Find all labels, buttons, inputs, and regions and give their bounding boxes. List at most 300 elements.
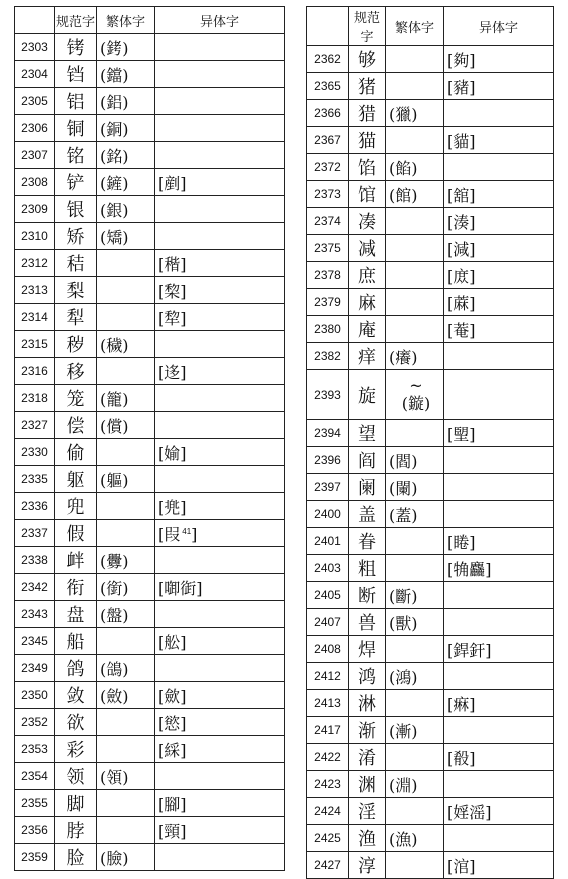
header-traditional: 繁体字 <box>386 7 444 46</box>
standard-character: 痒 <box>349 343 386 370</box>
standard-character: 敛 <box>55 682 97 709</box>
character-code: 2372 <box>307 154 349 181</box>
table-row <box>15 493 285 520</box>
variant-character <box>155 88 285 115</box>
standard-character: 脚 <box>55 790 97 817</box>
table-row <box>307 717 554 744</box>
traditional-character: (鐺) <box>97 61 155 88</box>
standard-character: 够 <box>349 46 386 73</box>
variant-character: [綵] <box>155 736 285 763</box>
traditional-character <box>386 208 444 235</box>
traditional-character: (漁) <box>386 825 444 852</box>
table-row <box>15 34 285 61</box>
variant-character <box>444 370 554 420</box>
traditional-character: (獵) <box>386 100 444 127</box>
traditional-character: (淵) <box>386 771 444 798</box>
character-code: 2353 <box>15 736 55 763</box>
character-code: 2380 <box>307 316 349 343</box>
standard-character: 秽 <box>55 331 97 358</box>
table-row <box>15 466 285 493</box>
character-code: 2425 <box>307 825 349 852</box>
traditional-character: (蓋) <box>386 501 444 528</box>
standard-character: 眷 <box>349 528 386 555</box>
traditional-character <box>97 439 155 466</box>
variant-character: [殽] <box>444 744 554 771</box>
variant-character <box>155 196 285 223</box>
variant-character: [犂] <box>155 304 285 331</box>
character-code: 2305 <box>15 88 55 115</box>
header-row <box>15 7 285 34</box>
variant-character <box>155 412 285 439</box>
table-row <box>307 690 554 717</box>
header-variant: 异体字 <box>155 7 285 34</box>
standard-character: 凑 <box>349 208 386 235</box>
variant-character: [歛] <box>155 682 285 709</box>
traditional-character-alt: (鏇) <box>401 393 431 413</box>
character-code: 2408 <box>307 636 349 663</box>
standard-character: 兽 <box>349 609 386 636</box>
traditional-character <box>97 709 155 736</box>
standard-character: 偷 <box>55 439 97 466</box>
standard-character: 庶 <box>349 262 386 289</box>
standard-character: 猫 <box>349 127 386 154</box>
header-standard: 规范字 <box>55 7 97 34</box>
variant-character: [迻] <box>155 358 285 385</box>
table-row <box>307 316 554 343</box>
traditional-character <box>386 370 444 420</box>
character-code: 2367 <box>307 127 349 154</box>
character-code: 2422 <box>307 744 349 771</box>
table-row <box>307 852 554 879</box>
table-row <box>15 844 285 871</box>
variant-character: [腳] <box>155 790 285 817</box>
standard-character: 梨 <box>55 277 97 304</box>
standard-character: 焊 <box>349 636 386 663</box>
variant-character <box>444 825 554 852</box>
variant-character <box>155 466 285 493</box>
variant-character: [貓] <box>444 127 554 154</box>
standard-character: 铜 <box>55 115 97 142</box>
table-row <box>307 663 554 690</box>
standard-character: 欲 <box>55 709 97 736</box>
table-row <box>307 501 554 528</box>
table-row <box>15 196 285 223</box>
character-code: 2373 <box>307 181 349 208</box>
variant-character: [睠] <box>444 528 554 555</box>
variant-character <box>155 223 285 250</box>
character-code: 2365 <box>307 73 349 100</box>
table-row <box>307 474 554 501</box>
character-code: 2374 <box>307 208 349 235</box>
traditional-character: (盤) <box>97 601 155 628</box>
traditional-character <box>386 420 444 447</box>
traditional-character <box>97 520 155 547</box>
traditional-character: (穢) <box>97 331 155 358</box>
character-code: 2393 <box>307 370 349 420</box>
traditional-character: (銬) <box>97 34 155 61</box>
standard-character: 铝 <box>55 88 97 115</box>
standard-character: 馅 <box>349 154 386 181</box>
traditional-character <box>97 493 155 520</box>
traditional-character <box>97 250 155 277</box>
traditional-character: (鋁) <box>97 88 155 115</box>
standard-character: 减 <box>349 235 386 262</box>
table-row <box>307 771 554 798</box>
standard-character: 渔 <box>349 825 386 852</box>
standard-character: 阎 <box>349 447 386 474</box>
table-row <box>15 736 285 763</box>
standard-character: 庵 <box>349 316 386 343</box>
traditional-character <box>386 316 444 343</box>
traditional-character: (銜) <box>97 574 155 601</box>
variant-character: [涫] <box>444 852 554 879</box>
character-code: 2396 <box>307 447 349 474</box>
standard-character: 衅 <box>55 547 97 574</box>
table-row <box>307 528 554 555</box>
traditional-character <box>386 73 444 100</box>
character-code: 2307 <box>15 142 55 169</box>
standard-character: 脸 <box>55 844 97 871</box>
standard-character: 淋 <box>349 690 386 717</box>
table-row <box>15 331 285 358</box>
header-row <box>307 7 554 46</box>
traditional-character: (鴿) <box>97 655 155 682</box>
character-code: 2316 <box>15 358 55 385</box>
variant-character <box>155 115 285 142</box>
table-row <box>15 682 285 709</box>
traditional-character <box>386 852 444 879</box>
traditional-character <box>386 690 444 717</box>
traditional-character: (臉) <box>97 844 155 871</box>
standard-character: 粗 <box>349 555 386 582</box>
table-row <box>15 817 285 844</box>
standard-character: 盖 <box>349 501 386 528</box>
traditional-character: (獸) <box>386 609 444 636</box>
standard-character: 望 <box>349 420 386 447</box>
variant-character: [痳] <box>444 690 554 717</box>
traditional-character <box>386 798 444 825</box>
standard-character: 猪 <box>349 73 386 100</box>
standard-character: 兜 <box>55 493 97 520</box>
character-code: 2313 <box>15 277 55 304</box>
table-row <box>15 142 285 169</box>
character-code: 2314 <box>15 304 55 331</box>
variant-character <box>155 520 285 547</box>
character-code: 2318 <box>15 385 55 412</box>
header-code <box>15 7 55 34</box>
table-row <box>15 304 285 331</box>
character-code: 2366 <box>307 100 349 127</box>
table-row <box>307 420 554 447</box>
traditional-character: (銀) <box>97 196 155 223</box>
character-code: 2356 <box>15 817 55 844</box>
standard-character: 淆 <box>349 744 386 771</box>
character-code: 2400 <box>307 501 349 528</box>
traditional-character: (軀) <box>97 466 155 493</box>
character-code: 2362 <box>307 46 349 73</box>
standard-character: 矫 <box>55 223 97 250</box>
variant-character <box>444 100 554 127</box>
table-row <box>15 790 285 817</box>
standard-character: 铛 <box>55 61 97 88</box>
traditional-character <box>97 304 155 331</box>
variant-character <box>155 547 285 574</box>
traditional-character: (閻) <box>386 447 444 474</box>
table-row <box>15 88 285 115</box>
table-row <box>307 289 554 316</box>
traditional-character <box>386 289 444 316</box>
character-code: 2345 <box>15 628 55 655</box>
character-code: 2427 <box>307 852 349 879</box>
standard-character: 偿 <box>55 412 97 439</box>
variant-character: [庻] <box>444 262 554 289</box>
traditional-character <box>97 790 155 817</box>
standard-character: 笼 <box>55 385 97 412</box>
variant-character <box>444 154 554 181</box>
table-row <box>15 574 285 601</box>
table-row <box>15 385 285 412</box>
table-row <box>307 582 554 609</box>
table-row <box>15 601 285 628</box>
variant-close-bracket: ] <box>191 524 198 544</box>
standard-character: 猎 <box>349 100 386 127</box>
variant-text: [叚 <box>158 524 181 544</box>
character-code: 2315 <box>15 331 55 358</box>
character-code: 2309 <box>15 196 55 223</box>
character-code: 2405 <box>307 582 349 609</box>
variant-character: [湊] <box>444 208 554 235</box>
variant-character <box>155 142 285 169</box>
traditional-character <box>97 628 155 655</box>
character-code: 2350 <box>15 682 55 709</box>
traditional-character <box>386 235 444 262</box>
traditional-character: (癢) <box>386 343 444 370</box>
character-code: 2330 <box>15 439 55 466</box>
character-code: 2308 <box>15 169 55 196</box>
variant-character: [舩] <box>155 628 285 655</box>
traditional-character <box>386 46 444 73</box>
character-code: 2379 <box>307 289 349 316</box>
traditional-character <box>97 736 155 763</box>
traditional-character: (斂) <box>97 682 155 709</box>
variant-character: [慾] <box>155 709 285 736</box>
table-row <box>15 439 285 466</box>
variant-character <box>444 582 554 609</box>
standard-character: 衔 <box>55 574 97 601</box>
character-code: 2335 <box>15 466 55 493</box>
character-code: 2375 <box>307 235 349 262</box>
table-row <box>15 763 285 790</box>
variant-character: [夠] <box>444 46 554 73</box>
traditional-character: (釁) <box>97 547 155 574</box>
character-code: 2407 <box>307 609 349 636</box>
standard-character: 鸿 <box>349 663 386 690</box>
standard-character: 麻 <box>349 289 386 316</box>
variant-character <box>444 447 554 474</box>
standard-character: 淫 <box>349 798 386 825</box>
table-row <box>15 412 285 439</box>
traditional-character <box>97 277 155 304</box>
table-row <box>307 447 554 474</box>
character-code: 2349 <box>15 655 55 682</box>
left-table-body <box>15 34 285 871</box>
standard-character: 犁 <box>55 304 97 331</box>
variant-character: [稭] <box>155 250 285 277</box>
character-code: 2354 <box>15 763 55 790</box>
variant-character <box>155 763 285 790</box>
table-row <box>307 73 554 100</box>
standard-character: 铲 <box>55 169 97 196</box>
table-row <box>15 115 285 142</box>
right-table-body <box>307 46 554 879</box>
header-standard: 规范字 <box>349 7 386 46</box>
standard-character: 脖 <box>55 817 97 844</box>
table-row <box>15 655 285 682</box>
character-code: 2337 <box>15 520 55 547</box>
variant-character: [剷] <box>155 169 285 196</box>
character-code: 2327 <box>15 412 55 439</box>
variant-character <box>155 34 285 61</box>
traditional-character: (銘) <box>97 142 155 169</box>
table-row <box>15 277 285 304</box>
character-code: 2378 <box>307 262 349 289</box>
variant-character <box>155 385 285 412</box>
table-row <box>15 628 285 655</box>
table-row <box>15 169 285 196</box>
traditional-tilde: ~ <box>409 375 423 395</box>
table-row <box>15 223 285 250</box>
traditional-character: (館) <box>386 181 444 208</box>
variant-character: [觕麤] <box>444 555 554 582</box>
table-row <box>307 744 554 771</box>
table-row <box>15 61 285 88</box>
character-code: 2304 <box>15 61 55 88</box>
character-code: 2401 <box>307 528 349 555</box>
character-code: 2424 <box>307 798 349 825</box>
standard-character: 领 <box>55 763 97 790</box>
character-code: 2306 <box>15 115 55 142</box>
traditional-character: (矯) <box>97 223 155 250</box>
variant-character: [婬滛] <box>444 798 554 825</box>
variant-character: [頸] <box>155 817 285 844</box>
character-code: 2412 <box>307 663 349 690</box>
character-code: 2355 <box>15 790 55 817</box>
traditional-character: (鏟) <box>97 169 155 196</box>
header-traditional: 繁体字 <box>97 7 155 34</box>
traditional-character: (籠) <box>97 385 155 412</box>
variant-character <box>155 655 285 682</box>
standard-character: 秸 <box>55 250 97 277</box>
variant-character: [朢] <box>444 420 554 447</box>
standard-character: 阑 <box>349 474 386 501</box>
traditional-character: (償) <box>97 412 155 439</box>
variant-character: [兠] <box>155 493 285 520</box>
variant-character: [棃] <box>155 277 285 304</box>
standard-character: 旋 <box>349 370 386 420</box>
footnote-number: 41 <box>182 526 192 536</box>
standard-character: 躯 <box>55 466 97 493</box>
header-variant: 异体字 <box>444 7 554 46</box>
table-row <box>307 798 554 825</box>
variant-character <box>444 343 554 370</box>
table-row <box>307 636 554 663</box>
variant-character: [菴] <box>444 316 554 343</box>
variant-character <box>444 663 554 690</box>
variant-character <box>444 474 554 501</box>
variant-character: [銲釬] <box>444 636 554 663</box>
traditional-character <box>386 555 444 582</box>
character-code: 2312 <box>15 250 55 277</box>
standard-character: 馆 <box>349 181 386 208</box>
character-code: 2413 <box>307 690 349 717</box>
traditional-character: (領) <box>97 763 155 790</box>
variant-character: [啣衘] <box>155 574 285 601</box>
table-row <box>15 358 285 385</box>
header-code <box>307 7 349 46</box>
traditional-character: (餡) <box>386 154 444 181</box>
standard-character: 铐 <box>55 34 97 61</box>
traditional-character <box>97 817 155 844</box>
standard-character: 淳 <box>349 852 386 879</box>
variant-character <box>444 609 554 636</box>
table-row <box>307 208 554 235</box>
traditional-character: (闌) <box>386 474 444 501</box>
variant-character: [舘] <box>444 181 554 208</box>
table-row <box>307 235 554 262</box>
table-row <box>307 46 554 73</box>
variant-character: [豬] <box>444 73 554 100</box>
table-row <box>307 825 554 852</box>
standard-character: 断 <box>349 582 386 609</box>
table-row <box>307 100 554 127</box>
traditional-character <box>386 528 444 555</box>
traditional-character <box>386 636 444 663</box>
traditional-character: (斷) <box>386 582 444 609</box>
traditional-character <box>386 744 444 771</box>
right-character-table <box>306 6 554 879</box>
variant-character <box>444 501 554 528</box>
table-row <box>15 709 285 736</box>
table-row <box>15 520 285 547</box>
table-row <box>307 262 554 289</box>
variant-character <box>155 844 285 871</box>
standard-character: 假 <box>55 520 97 547</box>
variant-character <box>155 61 285 88</box>
traditional-character <box>386 262 444 289</box>
character-code: 2417 <box>307 717 349 744</box>
standard-character: 彩 <box>55 736 97 763</box>
standard-character: 铭 <box>55 142 97 169</box>
standard-character: 渊 <box>349 771 386 798</box>
table-row <box>307 609 554 636</box>
character-code: 2403 <box>307 555 349 582</box>
character-code: 2382 <box>307 343 349 370</box>
traditional-character: (鴻) <box>386 663 444 690</box>
standard-character: 船 <box>55 628 97 655</box>
table-row <box>15 250 285 277</box>
standard-character: 银 <box>55 196 97 223</box>
variant-character <box>155 601 285 628</box>
standard-character: 渐 <box>349 717 386 744</box>
standard-character: 鸽 <box>55 655 97 682</box>
traditional-character <box>386 127 444 154</box>
table-row <box>15 547 285 574</box>
table-row <box>307 154 554 181</box>
character-code: 2397 <box>307 474 349 501</box>
variant-character <box>155 331 285 358</box>
traditional-character: (漸) <box>386 717 444 744</box>
character-code: 2359 <box>15 844 55 871</box>
